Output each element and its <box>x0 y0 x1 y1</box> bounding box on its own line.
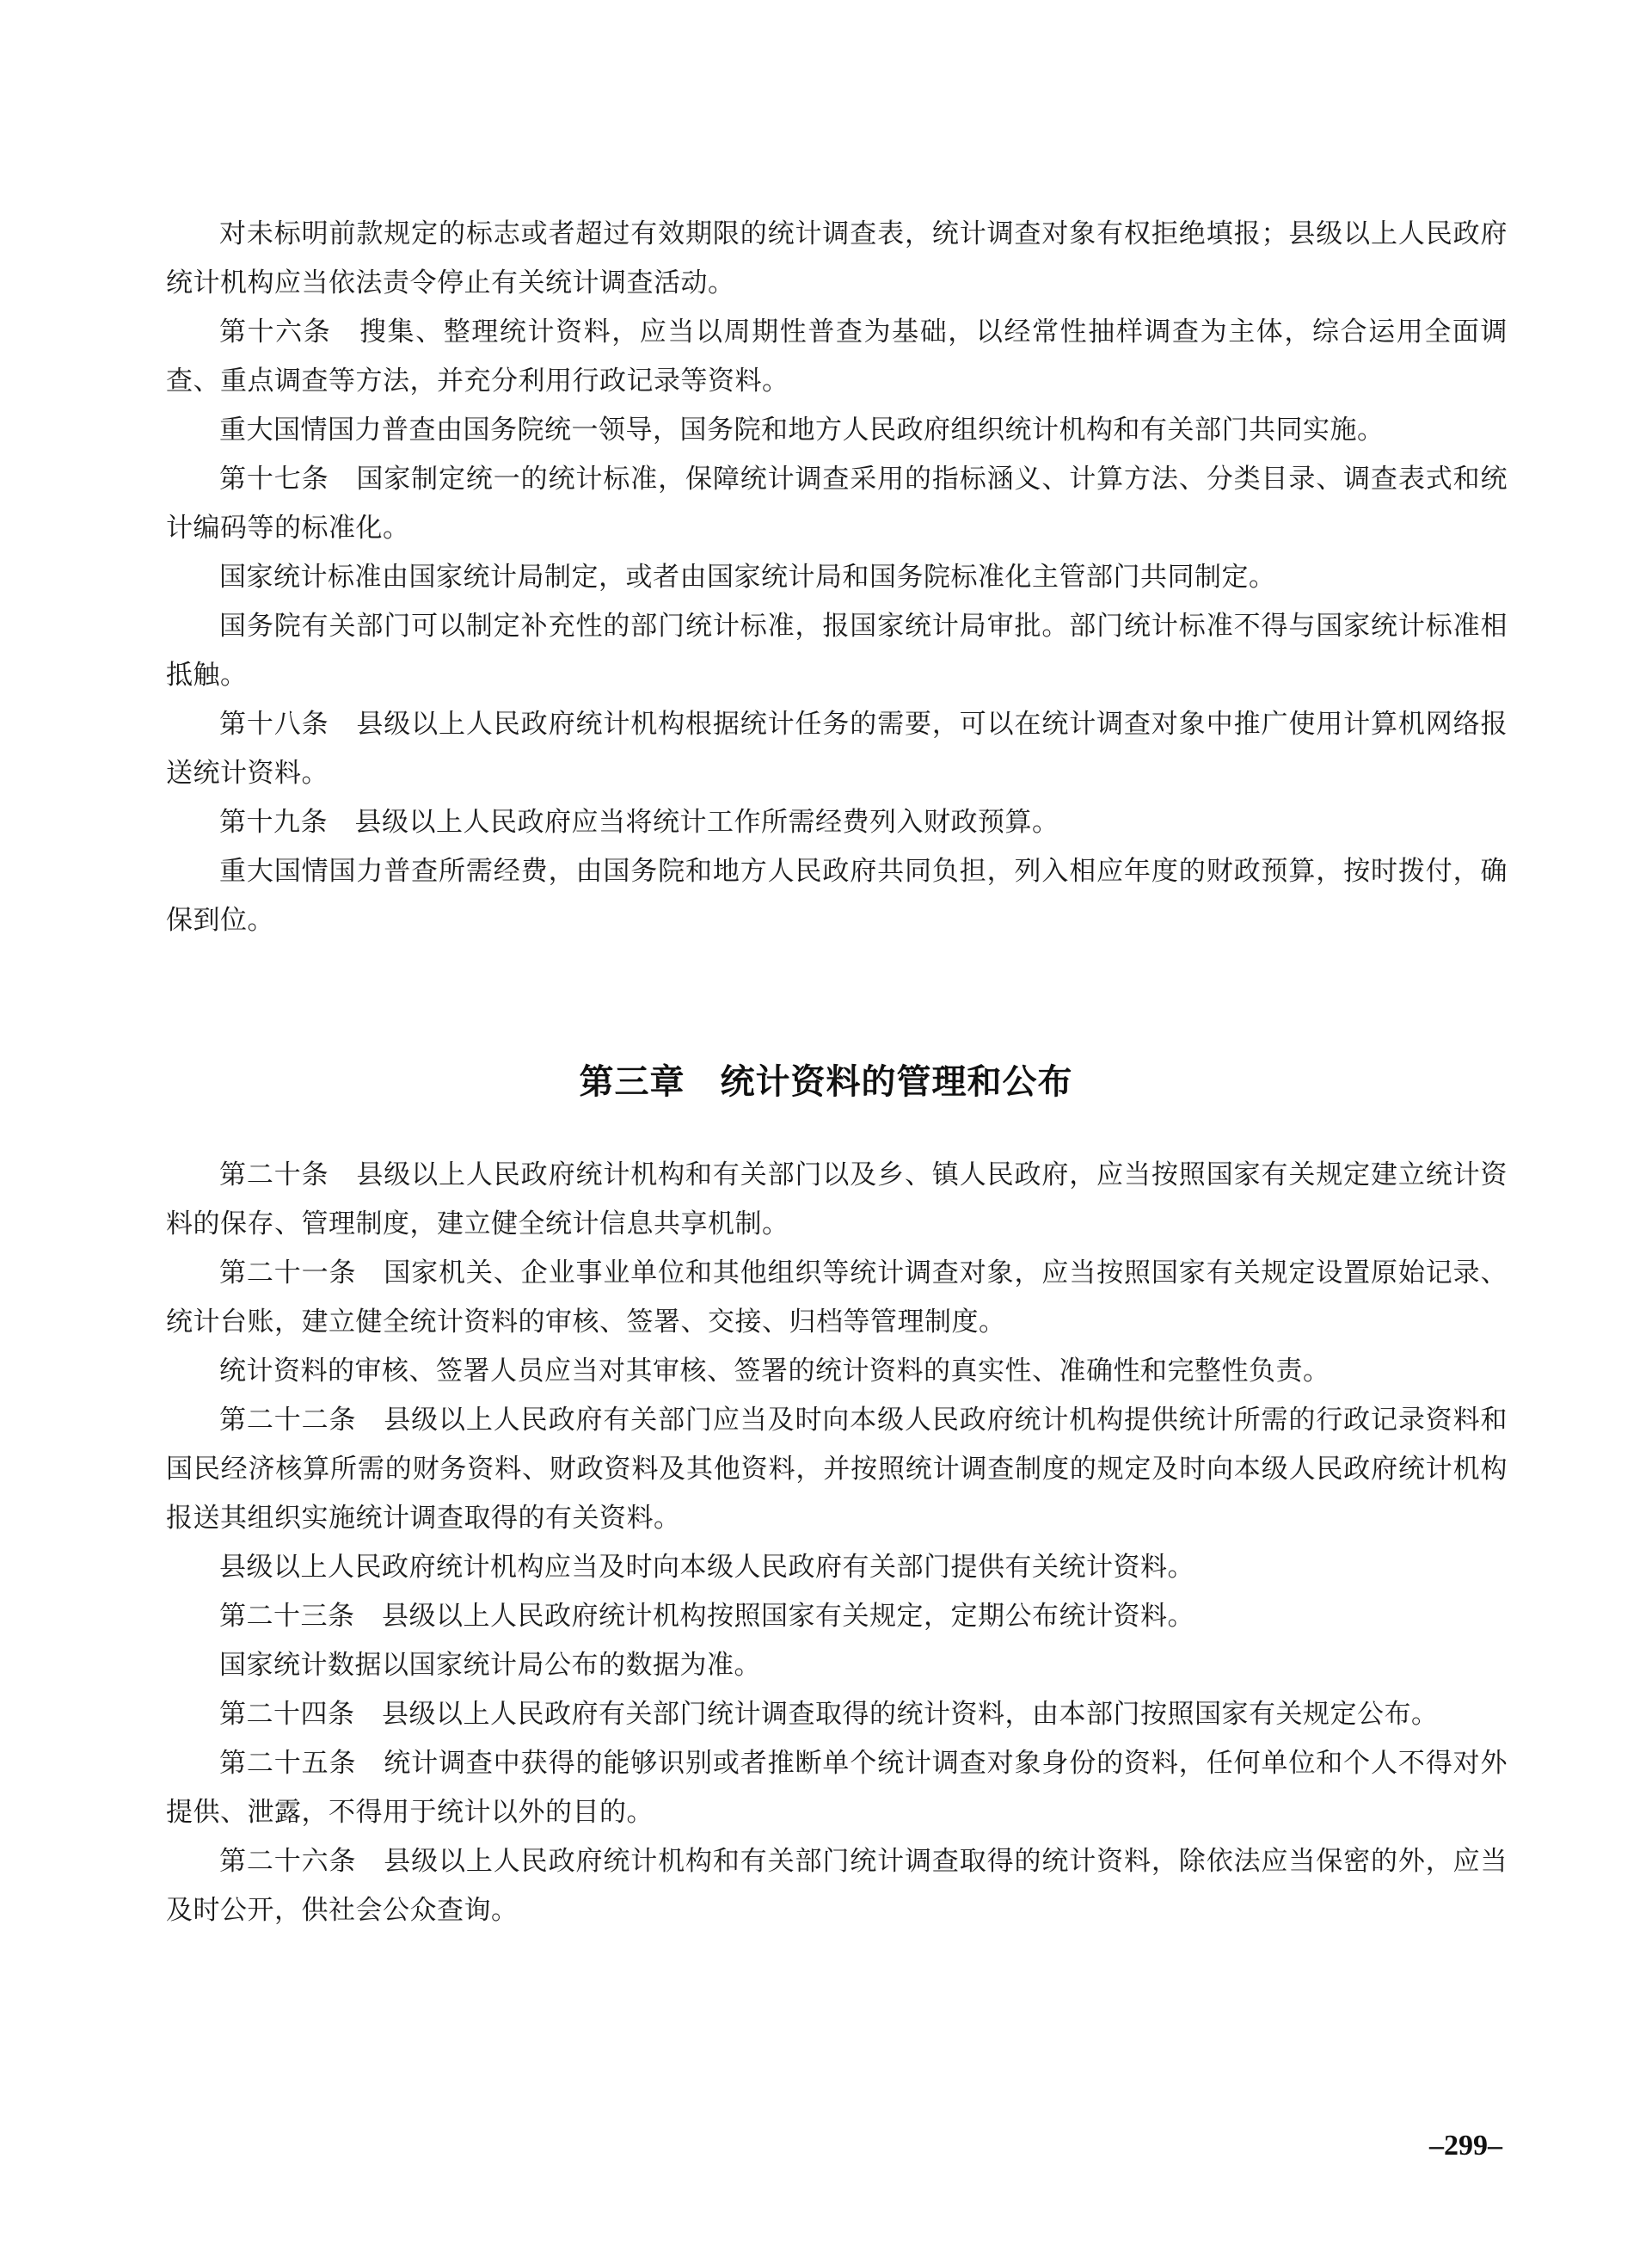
article-18: 第十八条 县级以上人民政府统计机构根据统计任务的需要，可以在统计调查对象中推广使用计算机网络报送统计资料。 <box>166 709 1508 789</box>
body-section-2 <box>166 1151 1508 1935</box>
article-24: 第二十四条 县级以上人民政府有关部门统计调查取得的统计资料，由本部门按照国家有关规定公布。 <box>219 1699 1439 1730</box>
paragraph: 国家统计数据以国家统计局公布的数据为准。 <box>219 1650 761 1681</box>
paragraph: 对未标明前款规定的标志或者超过有效期限的统计调查表，统计调查对象有权拒绝填报；县级以上人民政府统计机构应当依法责令停止有关统计调查活动。 <box>166 218 1508 298</box>
article-20: 第二十条 县级以上人民政府统计机构和有关部门以及乡、镇人民政府，应当按照国家有关规定建立统计资料的保存、管理制度，建立健全统计信息共享机制。 <box>166 1159 1508 1239</box>
paragraph: 统计资料的审核、签署人员应当对其审核、签署的统计资料的真实性、准确性和完整性负责。 <box>219 1356 1330 1387</box>
chapter-heading: 第三章 统计资料的管理和公布 <box>579 1062 1073 1102</box>
page-number: –299– <box>1429 2130 1502 2162</box>
paragraph: 国家统计标准由国家统计局制定，或者由国家统计局和国务院标准化主管部门共同制定。 <box>219 562 1276 593</box>
article-25: 第二十五条 统计调查中获得的能够识别或者推断单个统计调查对象身份的资料，任何单位和个人不得对外提供、泄露，不得用于统计以外的目的。 <box>166 1748 1508 1828</box>
article-23: 第二十三条 县级以上人民政府统计机构按照国家有关规定，定期公布统计资料。 <box>219 1601 1194 1632</box>
paragraph: 国务院有关部门可以制定补充性的部门统计标准，报国家统计局审批。部门统计标准不得与国家统计标准相抵触。 <box>166 611 1508 691</box>
body-section-1 <box>166 210 1508 945</box>
article-26: 第二十六条 县级以上人民政府统计机构和有关部门统计调查取得的统计资料，除依法应当保密的外，应当及时公开，供社会公众查询。 <box>166 1846 1508 1926</box>
article-16: 第十六条 搜集、整理统计资料，应当以周期性普查为基础，以经常性抽样调查为主体，综合运用全面调查、重点调查等方法，并充分利用行政记录等资料。 <box>166 317 1508 397</box>
article-21: 第二十一条 国家机关、企业事业单位和其他组织等统计调查对象，应当按照国家有关规定设置原始记录、统计台账，建立健全统计资料的审核、签署、交接、归档等管理制度。 <box>166 1258 1508 1338</box>
paragraph: 县级以上人民政府统计机构应当及时向本级人民政府有关部门提供有关统计资料。 <box>219 1552 1194 1583</box>
paragraph: 重大国情国力普查由国务院统一领导，国务院和地方人民政府组织统计机构和有关部门共同实施。 <box>219 415 1385 446</box>
article-17: 第十七条 国家制定统一的统计标准，保障统计调查采用的指标涵义、计算方法、分类目录、调查表式和统计编码等的标准化。 <box>166 464 1508 544</box>
article-22: 第二十二条 县级以上人民政府有关部门应当及时向本级人民政府统计机构提供统计所需的行政记录资料和国民经济核算所需的财务资料、财政资料及其他资料，并按照统计调查制度的规定及时向本级人民政府统计机构报送其组织实施统计调查取得的有关资料。 <box>166 1405 1508 1534</box>
article-19: 第十九条 县级以上人民政府应当将统计工作所需经费列入财政预算。 <box>219 807 1059 838</box>
paragraph: 重大国情国力普查所需经费，由国务院和地方人民政府共同负担，列入相应年度的财政预算，按时拨付，确保到位。 <box>166 856 1508 936</box>
